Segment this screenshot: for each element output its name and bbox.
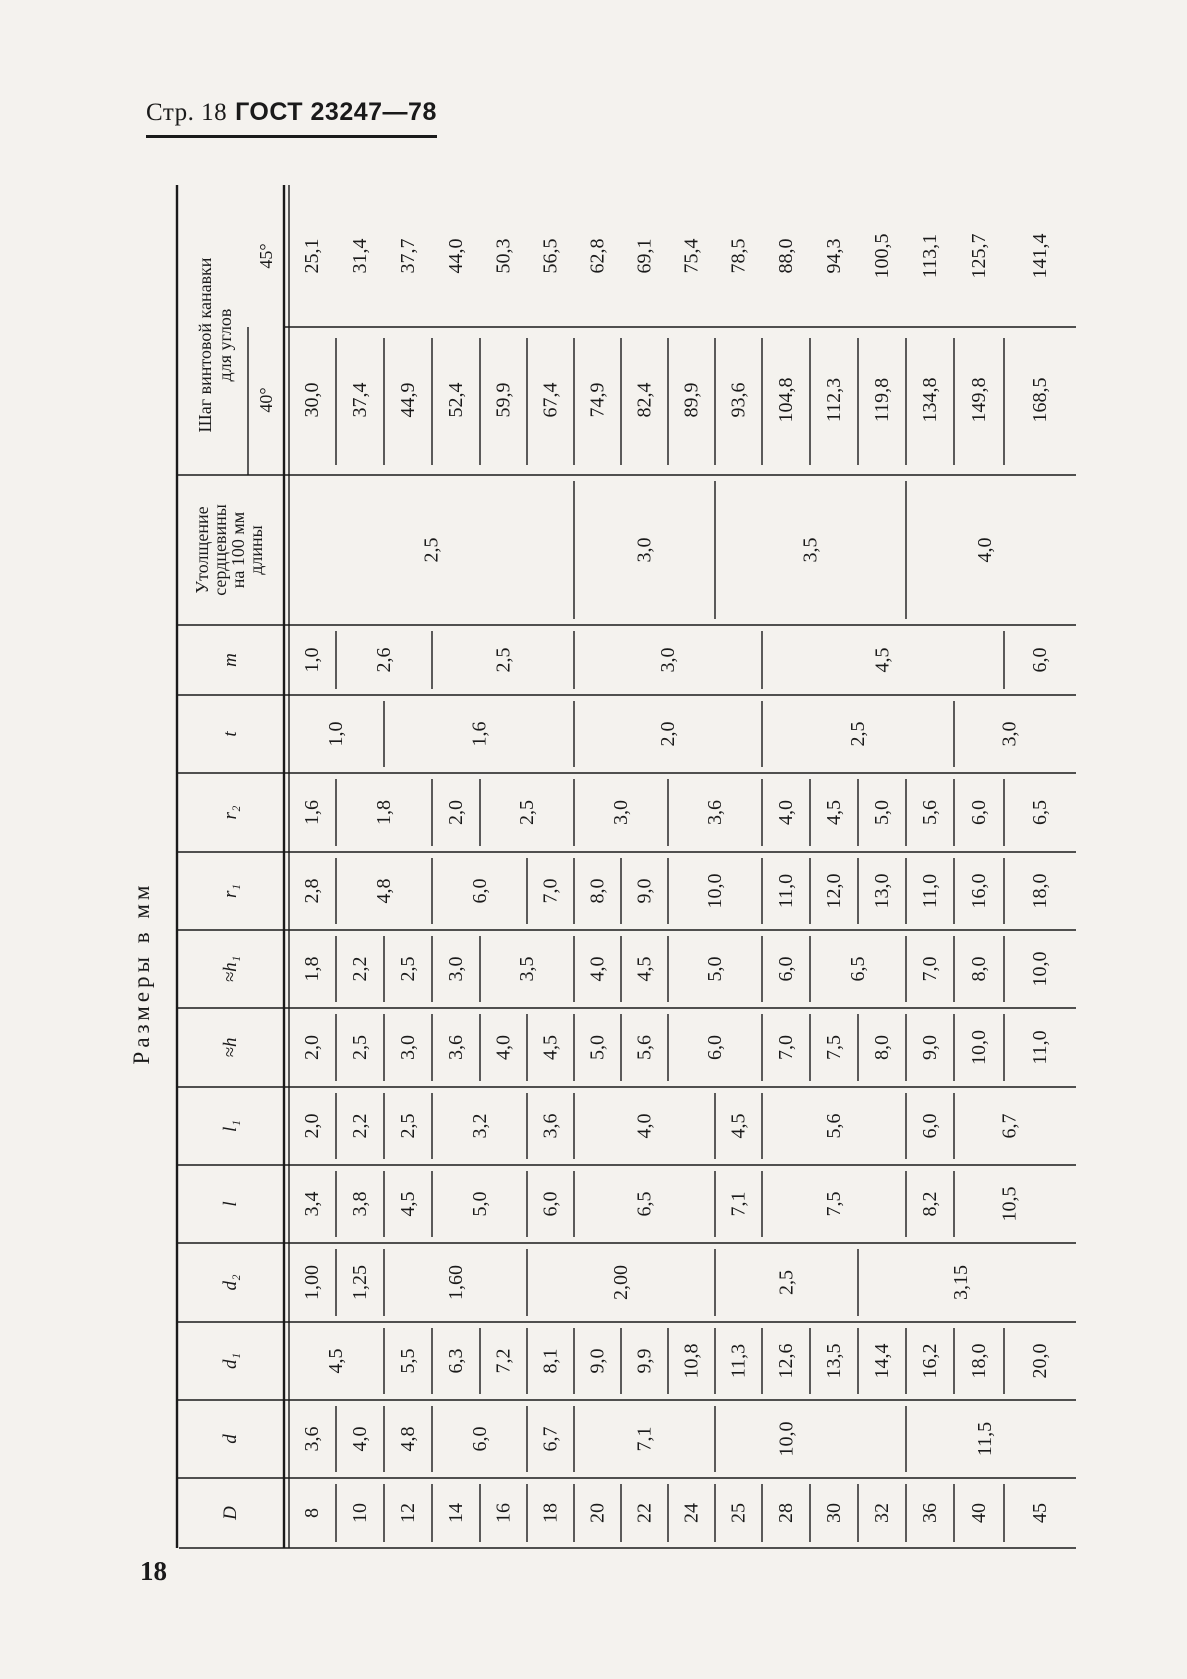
cell-h: 5,0 — [586, 1035, 609, 1060]
cell-t: 2,5 — [847, 721, 869, 747]
cell-r1: 8,0 — [586, 878, 609, 904]
cell-pitch-45: 31,4 — [349, 238, 371, 274]
cell-r2: 5,0 — [871, 800, 893, 825]
cell-D: 30 — [823, 1503, 845, 1523]
header-r1: r₁ — [220, 884, 241, 898]
cell-D: 36 — [919, 1503, 941, 1523]
cell-pitch-40: 93,6 — [727, 382, 750, 418]
cell-d1: 7,2 — [492, 1348, 515, 1374]
cell-pitch-40: 89,9 — [680, 382, 703, 418]
cell-m: 4,5 — [871, 647, 894, 673]
cell-pitch-40: 112,3 — [823, 377, 845, 423]
cell-D: 16 — [492, 1503, 515, 1523]
cell-h: 11,0 — [1029, 1030, 1051, 1065]
cell-m: 6,0 — [1029, 647, 1051, 673]
cell-l: 7,5 — [823, 1191, 845, 1217]
cell-l1: 2,0 — [301, 1113, 323, 1139]
cell-pitch-45: 25,1 — [301, 238, 323, 274]
cell-d: 3,6 — [301, 1426, 323, 1452]
header-l1: l₁ — [220, 1120, 241, 1132]
cell-d2: 1,00 — [301, 1265, 323, 1300]
cell-pitch-40: 74,9 — [586, 382, 609, 418]
cell-D: 24 — [680, 1503, 703, 1523]
cell-t: 1,6 — [468, 721, 491, 747]
header-t: t — [220, 731, 241, 737]
cell-d2: 2,5 — [775, 1270, 798, 1295]
cell-t: 3,0 — [998, 721, 1021, 747]
cell-r2: 1,8 — [373, 800, 395, 825]
page-number: 18 — [140, 1556, 167, 1586]
cell-D: 14 — [445, 1503, 467, 1523]
cell-h: 10,0 — [968, 1030, 990, 1065]
cell-r1: 6,0 — [468, 878, 491, 904]
cell-l1: 2,2 — [349, 1113, 371, 1139]
header-d1: d₁ — [220, 1352, 241, 1370]
cell-pitch-45: 78,5 — [727, 238, 750, 274]
cell-l: 3,8 — [349, 1191, 371, 1217]
cell-D: 45 — [1029, 1503, 1051, 1523]
cell-h: 5,6 — [633, 1035, 656, 1060]
cell-r1: 7,0 — [539, 878, 562, 904]
cell-h: 7,0 — [775, 1035, 797, 1060]
cell-h1: 2,5 — [397, 956, 419, 982]
header-pitch-group-line: Шаг винтовой канавки — [195, 257, 215, 433]
cell-pitch-40: 149,8 — [968, 377, 990, 423]
cell-d1: 4,5 — [325, 1348, 347, 1374]
header-D: D — [220, 1506, 241, 1520]
header-pitch-45: 45° — [256, 243, 276, 269]
cell-l: 7,1 — [727, 1191, 750, 1217]
cell-r2: 5,6 — [919, 800, 941, 825]
cell-m: 2,5 — [492, 647, 515, 673]
cell-d1: 9,9 — [633, 1348, 656, 1374]
cell-h: 2,0 — [301, 1035, 323, 1060]
cell-m: 3,0 — [657, 647, 679, 673]
cell-r2: 3,6 — [704, 800, 726, 825]
cell-h1: 2,2 — [349, 956, 371, 982]
cell-d1: 12,6 — [775, 1343, 797, 1379]
cell-l: 10,5 — [998, 1186, 1021, 1222]
cell-d1: 10,8 — [680, 1343, 703, 1379]
cell-h: 2,5 — [349, 1035, 371, 1060]
cell-d: 7,1 — [633, 1426, 656, 1452]
header-d: d — [220, 1434, 241, 1444]
cell-r2: 2,5 — [516, 800, 538, 825]
cell-h1: 4,0 — [586, 956, 609, 982]
cell-pitch-40: 37,4 — [349, 382, 371, 418]
cell-h: 4,5 — [539, 1035, 562, 1060]
cell-m: 2,6 — [373, 647, 395, 673]
cell-D: 32 — [871, 1503, 893, 1523]
header-thickening-line: сердцевины — [210, 504, 230, 596]
cell-pitch-40: 82,4 — [633, 382, 656, 418]
cell-d1: 8,1 — [539, 1348, 562, 1374]
cell-r1: 18,0 — [1029, 873, 1051, 909]
cell-d1: 5,5 — [397, 1348, 419, 1374]
cell-d2: 1,60 — [444, 1265, 467, 1300]
cell-h1: 10,0 — [1029, 951, 1051, 987]
cell-r1: 13,0 — [871, 873, 893, 909]
cell-d2: 3,15 — [950, 1265, 972, 1300]
cell-h1: 4,5 — [633, 956, 656, 982]
cell-pitch-45: 50,3 — [492, 238, 515, 274]
cell-d1: 13,5 — [823, 1343, 845, 1379]
cell-l1: 3,6 — [539, 1113, 562, 1139]
cell-l: 6,5 — [633, 1191, 656, 1217]
cell-h: 9,0 — [919, 1035, 941, 1060]
cell-d1: 9,0 — [586, 1348, 609, 1374]
cell-r2: 6,0 — [968, 800, 990, 825]
cell-pitch-45: 141,4 — [1029, 233, 1051, 279]
header-pitch-group-line: для углов — [215, 308, 235, 382]
cell-pitch-40: 134,8 — [919, 377, 941, 423]
cell-d: 6,7 — [539, 1426, 562, 1452]
cell-r1: 10,0 — [704, 873, 726, 909]
header-thickening-line: длины — [246, 525, 266, 575]
cell-r2: 2,0 — [445, 800, 467, 825]
cell-d1: 16,2 — [919, 1343, 941, 1379]
cell-d: 4,8 — [397, 1426, 419, 1452]
cell-d: 10,0 — [775, 1421, 798, 1457]
cell-h1: 5,0 — [704, 956, 726, 982]
cell-D: 20 — [586, 1503, 609, 1523]
cell-d: 6,0 — [468, 1426, 491, 1452]
cell-D: 10 — [349, 1503, 371, 1523]
cell-pitch-45: 125,7 — [968, 233, 990, 279]
cell-l1: 6,0 — [919, 1113, 941, 1139]
cell-pitch-45: 69,1 — [633, 238, 656, 274]
cell-l1: 4,0 — [633, 1113, 656, 1139]
cell-D: 12 — [397, 1503, 419, 1523]
cell-d1: 18,0 — [968, 1343, 990, 1379]
cell-r2: 6,5 — [1029, 800, 1051, 825]
header-thickening-line: на 100 мм — [228, 511, 248, 589]
cell-pitch-40: 44,9 — [397, 382, 419, 418]
cell-h: 3,0 — [397, 1035, 419, 1060]
cell-l1: 3,2 — [468, 1113, 491, 1139]
cell-thickening: 2,5 — [420, 537, 443, 563]
header-thickening-line: Утолщение — [192, 506, 212, 594]
cell-h1: 6,0 — [775, 956, 797, 982]
cell-l: 8,2 — [919, 1191, 941, 1217]
cell-d: 11,5 — [974, 1421, 996, 1457]
cell-d1: 11,3 — [727, 1343, 750, 1379]
header-d2: d₂ — [220, 1274, 241, 1291]
cell-h: 6,0 — [704, 1035, 726, 1060]
cell-pitch-45: 62,8 — [586, 238, 609, 274]
cell-r2: 4,0 — [775, 800, 797, 825]
cell-h: 3,6 — [445, 1035, 467, 1060]
cell-pitch-45: 100,5 — [871, 233, 893, 279]
cell-l: 4,5 — [397, 1191, 419, 1217]
cell-l: 6,0 — [539, 1191, 562, 1217]
cell-r1: 16,0 — [968, 873, 990, 909]
cell-d1: 20,0 — [1029, 1343, 1051, 1379]
cell-d1: 6,3 — [445, 1348, 467, 1374]
cell-l: 3,4 — [301, 1191, 323, 1217]
cell-D: 40 — [968, 1503, 990, 1523]
cell-pitch-40: 52,4 — [445, 382, 467, 418]
cell-pitch-45: 75,4 — [680, 238, 703, 274]
cell-pitch-45: 44,0 — [445, 238, 467, 274]
header-r2: r₂ — [220, 805, 241, 820]
cell-h1: 6,5 — [847, 956, 869, 982]
cell-r1: 4,8 — [373, 878, 395, 904]
header-h1: ≈h₁ — [220, 955, 241, 983]
cell-thickening: 3,5 — [799, 537, 822, 563]
cell-pitch-40: 104,8 — [775, 377, 797, 423]
cell-D: 22 — [633, 1503, 656, 1523]
cell-h: 8,0 — [871, 1035, 893, 1060]
cell-pitch-45: 113,1 — [919, 233, 941, 279]
page-label: Стр. 18 — [146, 99, 228, 126]
cell-l1: 6,7 — [998, 1113, 1021, 1139]
cell-r2: 1,6 — [301, 800, 323, 825]
cell-h: 7,5 — [823, 1035, 845, 1060]
cell-r2: 3,0 — [610, 800, 632, 825]
header-pitch-40: 40° — [256, 387, 276, 413]
cell-D: 18 — [539, 1503, 562, 1523]
cell-thickening: 3,0 — [633, 537, 656, 563]
cell-d1: 14,4 — [871, 1343, 893, 1379]
cell-l1: 5,6 — [823, 1113, 845, 1139]
cell-r2: 4,5 — [823, 800, 845, 825]
cell-pitch-40: 119,8 — [871, 377, 893, 423]
header-h: ≈h — [220, 1037, 241, 1058]
cell-pitch-40: 30,0 — [301, 382, 323, 418]
cell-pitch-45: 37,7 — [397, 238, 419, 274]
cell-h1: 3,0 — [445, 956, 467, 982]
header-l: l — [220, 1201, 241, 1207]
header-m: m — [220, 653, 241, 667]
cell-pitch-45: 88,0 — [775, 238, 797, 274]
cell-r1: 9,0 — [633, 878, 656, 904]
cell-pitch-45: 56,5 — [539, 238, 562, 274]
standard-code: ГОСТ 23247—78 — [235, 98, 437, 126]
cell-h1: 3,5 — [516, 956, 538, 982]
cell-t: 2,0 — [657, 721, 679, 747]
cell-l1: 2,5 — [397, 1113, 419, 1139]
cell-h: 4,0 — [492, 1035, 515, 1060]
cell-D: 28 — [775, 1503, 797, 1523]
cell-t: 1,0 — [325, 721, 347, 747]
cell-d: 4,0 — [349, 1426, 371, 1452]
cell-pitch-40: 67,4 — [539, 382, 562, 418]
cell-r1: 11,0 — [919, 873, 941, 909]
cell-pitch-40: 168,5 — [1029, 377, 1051, 423]
units-caption: Размеры в мм — [129, 881, 154, 1065]
cell-D: 25 — [727, 1503, 750, 1523]
cell-h1: 7,0 — [919, 956, 941, 982]
cell-d2: 2,00 — [610, 1265, 632, 1300]
cell-pitch-40: 59,9 — [492, 382, 515, 418]
cell-d2: 1,25 — [349, 1265, 371, 1300]
cell-r1: 12,0 — [823, 873, 845, 909]
cell-r1: 11,0 — [775, 873, 797, 909]
cell-D: 8 — [301, 1508, 323, 1518]
cell-r1: 2,8 — [301, 878, 323, 904]
cell-m: 1,0 — [301, 647, 323, 673]
cell-pitch-45: 94,3 — [823, 238, 845, 274]
cell-h1: 8,0 — [968, 956, 990, 982]
cell-h1: 1,8 — [301, 956, 323, 982]
cell-thickening: 4,0 — [974, 537, 996, 563]
cell-l: 5,0 — [468, 1191, 491, 1217]
cell-l1: 4,5 — [727, 1113, 750, 1139]
